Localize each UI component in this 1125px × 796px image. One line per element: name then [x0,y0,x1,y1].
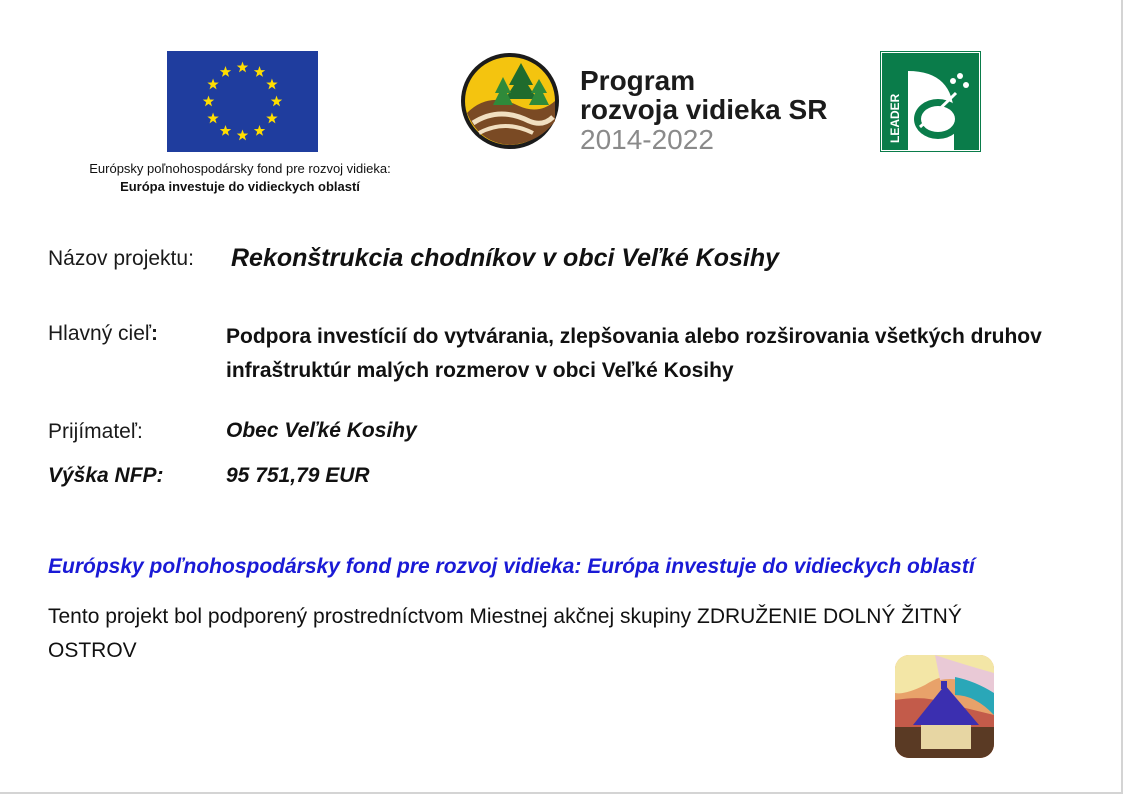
prv-title [580,66,827,124]
goal-label-colon: : [151,322,158,345]
goal-value: Podpora investícií do vytvárania, zlepšovania alebo rozširovania všetkých druhov infraštruktúr malých rozmerov v obci Veľké Kosihy [226,325,1042,382]
eu-caption-line1: Európsky poľnohospodársky fond pre rozvoj vidieka: [89,161,391,176]
eu-caption [40,160,440,196]
prv-title-line1: Program [580,65,696,96]
prv-years: 2014-2022 [580,124,714,155]
prv-title-line2: rozvoja vidieka SR [580,94,828,125]
eu-flag-logo [167,51,318,152]
mas-hut-logo [895,655,994,758]
amount-value: 95 751,79 EUR [226,464,370,487]
leader-label: LEADER [888,93,902,143]
goal-label [48,322,158,346]
project-name-value: Rekonštrukcia chodníkov v obci Veľké Kosihy [231,244,780,272]
support-text: Tento projekt bol podporený prostredníctvom Miestnej akčnej skupiny ZDRUŽENIE DOLNÝ ŽITNÝ OSTROV [48,605,962,662]
recipient-value: Obec Veľké Kosihy [226,419,417,442]
prv-emblem-logo [459,51,561,151]
eu-caption-line2: Európa investuje do vidieckych oblastí [120,179,360,194]
project-name-label: Názov projektu: [48,247,194,270]
goal-label-text: Hlavný cieľ [48,322,151,345]
fund-tagline: Európsky poľnohospodársky fond pre rozvoj vidieka: Európa investuje do vidieckych oblastí [48,555,975,578]
recipient-label: Prijímateľ: [48,420,143,443]
leader-logo [880,51,981,152]
amount-label: Výška NFP: [48,464,164,487]
